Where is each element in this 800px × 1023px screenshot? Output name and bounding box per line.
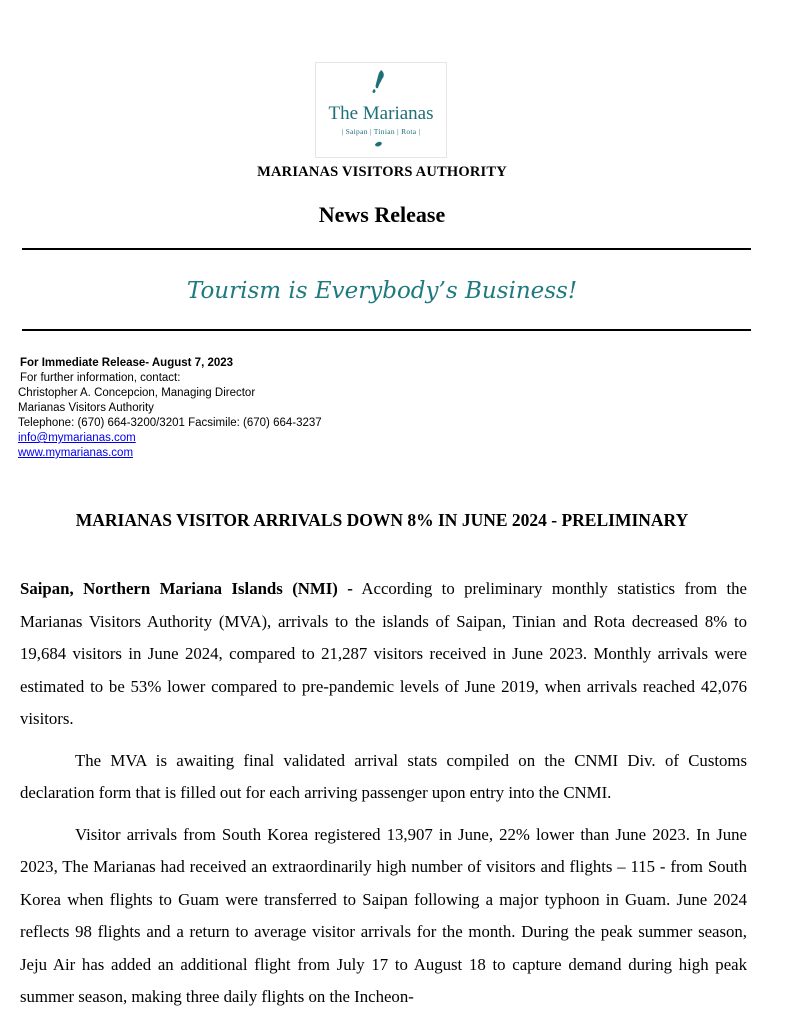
paragraph-2: The MVA is awaiting final validated arrival stats compiled on the CNMI Div. of Customs declaration form that is filled out for each arriving passenger upon entry into the CNMI. <box>20 750 747 802</box>
release-date: For Immediate Release- August 7, 2023 <box>20 357 234 369</box>
top-divider <box>22 248 751 250</box>
tagline: Tourism is Everybody’s Business! <box>186 278 578 304</box>
logo-subtitle: | Saipan | Tinian | Rota | <box>341 127 421 136</box>
contact-organization: Marianas Visitors Authority <box>18 402 154 414</box>
email-link[interactable]: info@mymarianas.com <box>18 432 136 444</box>
paragraph-3: Visitor arrivals from South Korea registered 13,907 in June, 22% lower than June 2023. In June 2023, The Marianas had received an extraordinarily high number of visitors and flights – 115 - from South Korea when flights to Guam were transferred to Saipan following a major typhoon in Guam. June 2024 reflects 98 flights and a return to average visitor arrivals for the month. During the peak summer season, Jeju Air has added an additional flight from July 17 to August 18 to capture demand during high peak summer season, making three daily flights on the Incheon- <box>20 824 747 1006</box>
article-body <box>20 573 747 1023</box>
contact-block <box>18 356 322 461</box>
contact-name: Christopher A. Concepcion, Managing Director <box>18 387 256 399</box>
paragraph-1 <box>20 573 747 736</box>
dateline: Saipan, Northern Mariana Islands (NMI) - <box>20 579 353 598</box>
release-type-title: News Release <box>318 202 446 227</box>
website-link[interactable]: www.mymarianas.com <box>18 447 134 459</box>
contact-intro: For further information, contact: <box>20 372 181 384</box>
organization-name: MARIANAS VISITORS AUTHORITY <box>257 164 507 180</box>
contact-phone: Telephone: (670) 664-3200/3201 Facsimile: (670) 664-3237 <box>18 417 322 429</box>
marianas-logo <box>315 62 447 158</box>
logo-title: The Marianas <box>328 103 434 124</box>
paragraph-1-text: According to preliminary monthly statistics from the Marianas Visitors Authority (MVA), arrivals to the islands of Saipan, Tinian and Rota decreased 8% to 19,684 visitors in June 2024, compared to 21,287 visitors received in June 2023. Monthly arrivals were estimated to be 53% lower compared to pre-pandemic levels of June 2019, when arrivals reached 42,076 visitors. <box>20 579 747 728</box>
article-headline: MARIANAS VISITOR ARRIVALS DOWN 8% IN JUNE 2024 - PRELIMINARY <box>75 510 689 530</box>
bottom-divider <box>22 329 751 331</box>
